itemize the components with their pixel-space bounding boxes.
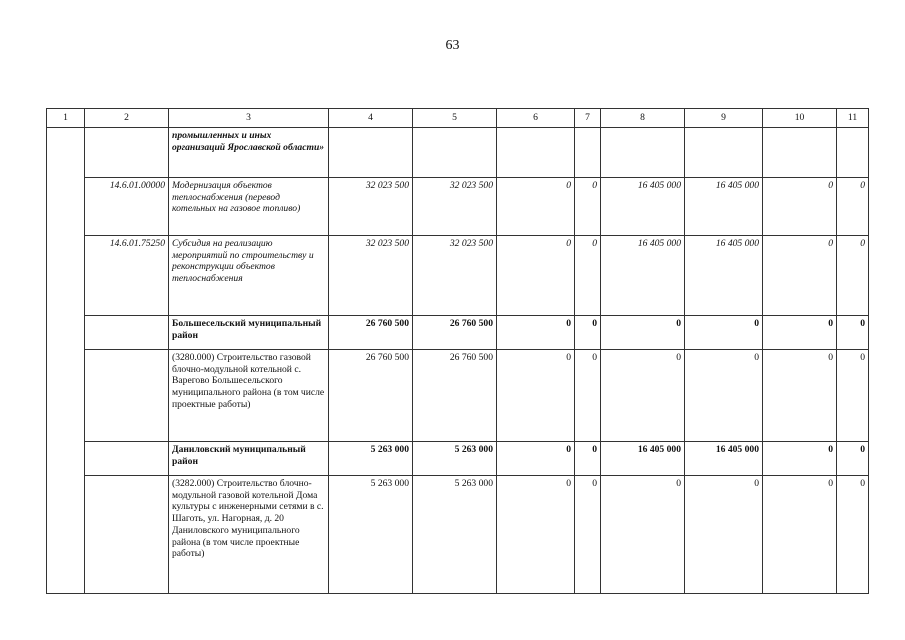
column-number-5: 5 xyxy=(413,109,497,128)
cell-code xyxy=(85,442,169,476)
header-row xyxy=(47,109,869,128)
cell-code: 14.6.01.00000 xyxy=(85,178,169,236)
cell-value: 32 023 500 xyxy=(329,236,413,316)
table-row xyxy=(47,316,869,350)
column-number-2: 2 xyxy=(85,109,169,128)
cell-value: 5 263 000 xyxy=(329,442,413,476)
column-number-11: 11 xyxy=(837,109,869,128)
cell-value: 16 405 000 xyxy=(685,442,763,476)
column-number-8: 8 xyxy=(601,109,685,128)
cell-value: 0 xyxy=(763,236,837,316)
cell-value: 0 xyxy=(497,316,575,350)
cell-value: 0 xyxy=(763,476,837,594)
cell-name: Большесельский муниципальный район xyxy=(169,316,329,350)
cell-value: 16 405 000 xyxy=(685,236,763,316)
cell-value: 32 023 500 xyxy=(413,178,497,236)
cell-value: 0 xyxy=(601,476,685,594)
cell-value xyxy=(601,128,685,178)
column-number-6: 6 xyxy=(497,109,575,128)
cell-value: 0 xyxy=(763,316,837,350)
cell-value: 0 xyxy=(601,316,685,350)
cell-value: 0 xyxy=(837,316,869,350)
cell-value: 26 760 500 xyxy=(329,316,413,350)
column-number-3: 3 xyxy=(169,109,329,128)
column-number-10: 10 xyxy=(763,109,837,128)
cell-code xyxy=(85,316,169,350)
cell-value: 0 xyxy=(837,236,869,316)
column-number-1: 1 xyxy=(47,109,85,128)
cell-value xyxy=(837,128,869,178)
cell-value: 0 xyxy=(685,350,763,442)
cell-value: 0 xyxy=(763,442,837,476)
cell-value: 0 xyxy=(575,350,601,442)
cell-code xyxy=(85,476,169,594)
column-number-9: 9 xyxy=(685,109,763,128)
cell-value xyxy=(685,128,763,178)
budget-table xyxy=(46,108,869,594)
cell-name: Субсидия на реализацию мероприятий по строительству и реконструкции объектов теплоснабжения xyxy=(169,236,329,316)
cell-value: 5 263 000 xyxy=(413,476,497,594)
cell-value: 26 760 500 xyxy=(413,316,497,350)
cell-value: 0 xyxy=(497,442,575,476)
cell-value: 5 263 000 xyxy=(329,476,413,594)
cell-name: Модернизация объектов теплоснабжения (перевод котельных на газовое топливо) xyxy=(169,178,329,236)
cell-value: 0 xyxy=(837,442,869,476)
cell-value: 5 263 000 xyxy=(413,442,497,476)
cell-value: 16 405 000 xyxy=(601,178,685,236)
table-row xyxy=(47,476,869,594)
cell-value: 0 xyxy=(837,178,869,236)
table-row xyxy=(47,350,869,442)
cell-name: промышленных и иных организаций Ярославской области» xyxy=(169,128,329,178)
column-number-7: 7 xyxy=(575,109,601,128)
cell-value: 0 xyxy=(685,316,763,350)
cell-value: 0 xyxy=(497,350,575,442)
cell-value xyxy=(575,128,601,178)
cell-name: (3282.000) Строительство блочно-модульной газовой котельной Дома культуры с инженерными сетями в с. Шаготь, ул. Нагорная, д. 20 Даниловского муниципального района (в том числе проектные работы) xyxy=(169,476,329,594)
cell-value xyxy=(329,128,413,178)
cell-name: Даниловский муниципальный район xyxy=(169,442,329,476)
cell-value: 26 760 500 xyxy=(329,350,413,442)
cell-value: 16 405 000 xyxy=(685,178,763,236)
cell-code xyxy=(85,350,169,442)
cell-value: 0 xyxy=(497,178,575,236)
cell-code xyxy=(85,128,169,178)
cell-value: 26 760 500 xyxy=(413,350,497,442)
cell-value: 0 xyxy=(497,236,575,316)
cell-value xyxy=(763,128,837,178)
column-number-4: 4 xyxy=(329,109,413,128)
cell-value: 0 xyxy=(497,476,575,594)
cell-value: 0 xyxy=(575,236,601,316)
cell-value: 0 xyxy=(575,476,601,594)
cell-value: 16 405 000 xyxy=(601,442,685,476)
cell-value: 32 023 500 xyxy=(329,178,413,236)
cell-value xyxy=(497,128,575,178)
table-row xyxy=(47,128,869,178)
cell-value: 0 xyxy=(575,178,601,236)
cell-value: 0 xyxy=(685,476,763,594)
cell-value: 0 xyxy=(837,350,869,442)
table-row xyxy=(47,236,869,316)
page-number: 63 xyxy=(445,38,460,53)
cell-code: 14.6.01.75250 xyxy=(85,236,169,316)
cell-value: 0 xyxy=(601,350,685,442)
cell-value: 16 405 000 xyxy=(601,236,685,316)
cell-col1-merged xyxy=(47,128,85,594)
cell-value: 32 023 500 xyxy=(413,236,497,316)
cell-value: 0 xyxy=(575,442,601,476)
cell-value: 0 xyxy=(763,350,837,442)
cell-value: 0 xyxy=(837,476,869,594)
table-row xyxy=(47,442,869,476)
cell-value: 0 xyxy=(763,178,837,236)
cell-name: (3280.000) Строительство газовой блочно-модульной котельной с. Варегово Большесельского муниципального района (в том числе проектные работы) xyxy=(169,350,329,442)
table-row xyxy=(47,178,869,236)
cell-value xyxy=(413,128,497,178)
cell-value: 0 xyxy=(575,316,601,350)
